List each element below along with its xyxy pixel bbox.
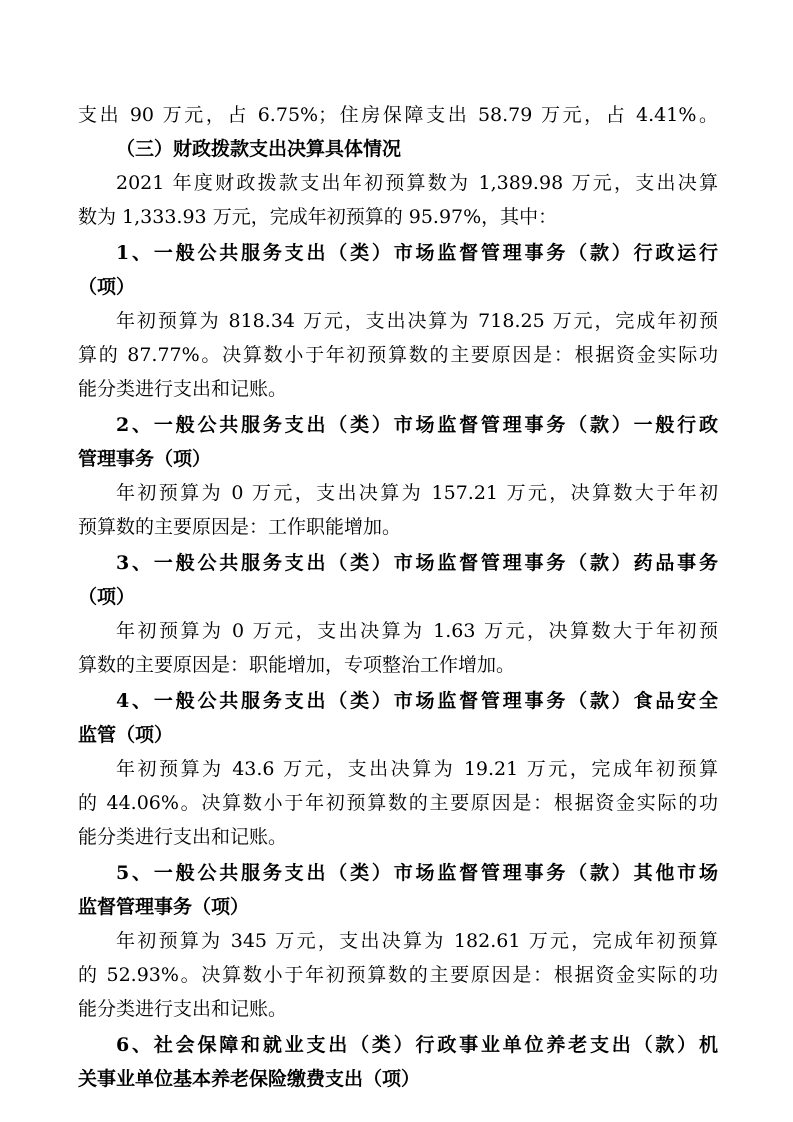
paragraph (78, 924, 718, 1026)
text-line: 支出 90 万元，占 6.75%；住房保障支出 58.79 万元，占 4.41%。 (78, 104, 718, 126)
text-line: 能分类进行支出和记账。 (78, 378, 288, 400)
item-heading-6 (78, 1028, 718, 1096)
text-line: 的 44.06%。决算数小于年初预算数的主要原因是：根据资金实际的功 (78, 792, 718, 814)
item-heading-4 (78, 684, 718, 752)
paragraph (78, 476, 718, 544)
section-heading: （三）财政拨款支出决算具体情况 (116, 138, 402, 160)
paragraph (78, 304, 718, 406)
heading-line: 5、一般公共服务支出（类）市场监督管理事务（款）其他市场 (116, 862, 718, 884)
heading-line: 6、社会保障和就业支出（类）行政事业单位养老支出（款）机 (116, 1034, 718, 1056)
item-heading-5 (78, 856, 718, 924)
item-heading-2 (78, 408, 718, 476)
text-line: 算的 87.77%。决算数小于年初预算数的主要原因是：根据资金实际功 (78, 344, 718, 366)
document-page (78, 98, 718, 1096)
heading-line: （项） (78, 276, 136, 298)
text-line: 算数的主要原因是：职能增加，专项整治工作增加。 (78, 654, 516, 676)
text-line: 年初预算为 345 万元，支出决算为 182.61 万元，完成年初预算 (116, 930, 718, 952)
text-line: 的 52.93%。决算数小于年初预算数的主要原因是：根据资金实际的功 (78, 964, 718, 986)
heading-line: 关事业单位基本养老保险缴费支出（项） (78, 1068, 421, 1090)
heading-line: 监督管理事务（项） (78, 896, 250, 918)
text-line: 年初预算为 43.6 万元，支出决算为 19.21 万元，完成年初预算 (116, 758, 718, 780)
heading-line: 2、一般公共服务支出（类）市场监督管理事务（款）一般行政 (116, 414, 718, 436)
heading-line: （项） (78, 586, 136, 608)
heading-line: 4、一般公共服务支出（类）市场监督管理事务（款）食品安全 (116, 690, 718, 712)
heading-line: 管理事务（项） (78, 448, 212, 470)
text-line: 年初预算为 0 万元，支出决算为 1.63 万元，决算数大于年初预 (116, 620, 718, 642)
text-line: 年初预算为 818.34 万元，支出决算为 718.25 万元，完成年初预 (116, 310, 718, 332)
heading-line: 1、一般公共服务支出（类）市场监督管理事务（款）行政运行 (116, 242, 718, 264)
heading-line: 3、一般公共服务支出（类）市场监督管理事务（款）药品事务 (116, 552, 718, 574)
paragraph (78, 752, 718, 854)
text-line: 预算数的主要原因是：工作职能增加。 (78, 516, 402, 538)
paragraph (78, 614, 718, 682)
text-line: 能分类进行支出和记账。 (78, 826, 288, 848)
item-heading-1 (78, 236, 718, 304)
paragraph (78, 166, 718, 234)
heading-line: 监管（项） (78, 724, 174, 746)
text-line: 数为 1,333.93 万元，完成年初预算的 95.97%，其中： (78, 206, 558, 228)
text-line: 能分类进行支出和记账。 (78, 998, 288, 1020)
item-heading-3 (78, 546, 718, 614)
text-line: 2021 年度财政拨款支出年初预算数为 1,389.98 万元，支出决算 (116, 172, 718, 194)
text-line: 年初预算为 0 万元，支出决算为 157.21 万元，决算数大于年初 (116, 482, 718, 504)
